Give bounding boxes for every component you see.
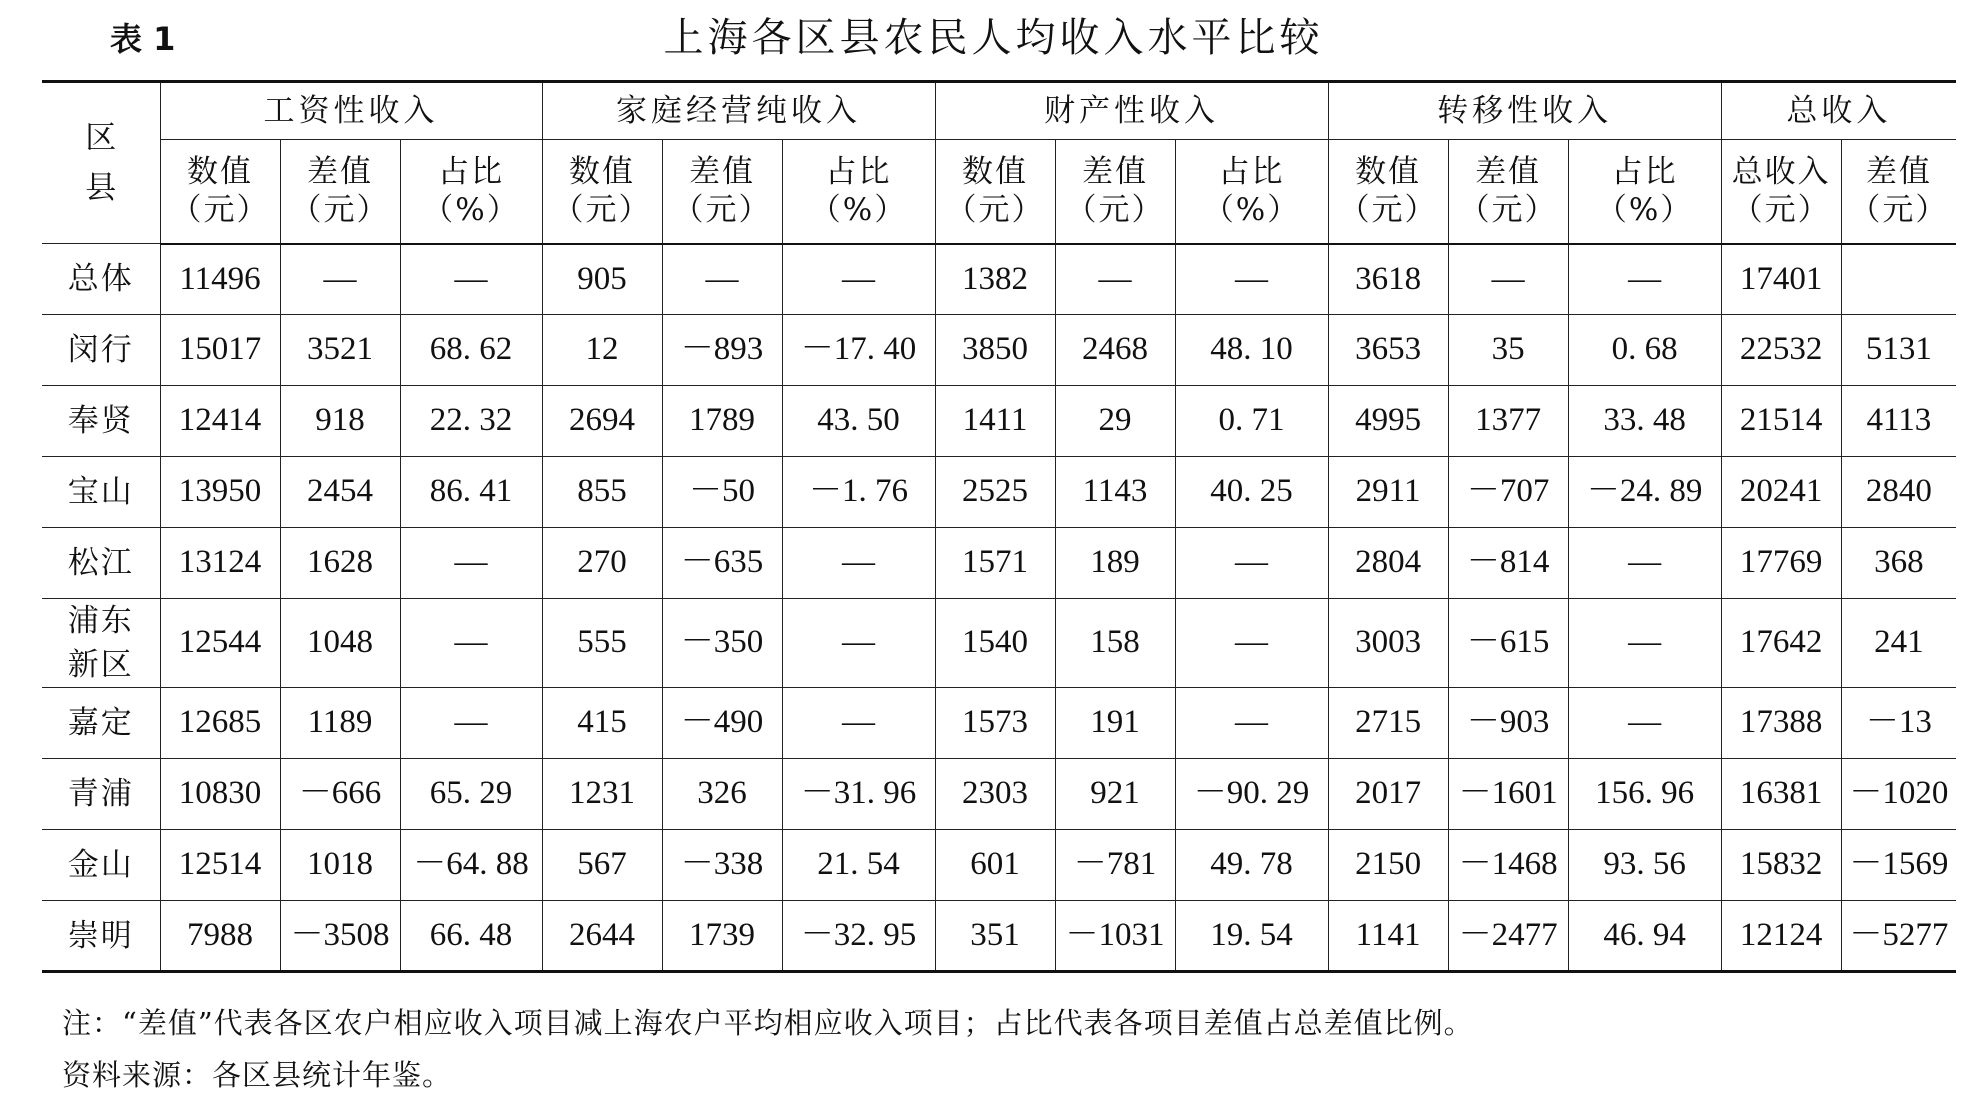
sub-header-cell bbox=[935, 140, 1055, 244]
value-cell: 33. 48 bbox=[1568, 386, 1721, 457]
table-row bbox=[42, 901, 1956, 972]
sub-header-unit: （%） bbox=[1595, 192, 1694, 229]
value-cell: 49. 78 bbox=[1175, 830, 1328, 901]
value-cell: －64. 88 bbox=[400, 830, 542, 901]
value-cell: －1020 bbox=[1841, 759, 1956, 830]
sub-header-cell bbox=[280, 140, 400, 244]
value-cell: 3521 bbox=[280, 315, 400, 386]
region-name: 嘉定 bbox=[67, 705, 134, 741]
value-cell: －90. 29 bbox=[1175, 759, 1328, 830]
value-cell: －2477 bbox=[1448, 901, 1568, 972]
value-cell: 2911 bbox=[1328, 457, 1448, 528]
value-cell: 65. 29 bbox=[400, 759, 542, 830]
sub-header-unit: （元） bbox=[552, 192, 652, 229]
sub-header-unit: （元） bbox=[1065, 192, 1165, 229]
sub-header-label: 差值 bbox=[689, 153, 756, 190]
sub-header-cell bbox=[400, 140, 542, 244]
value-cell: 1382 bbox=[935, 244, 1055, 315]
value-cell: 3003 bbox=[1328, 599, 1448, 688]
value-cell bbox=[1841, 244, 1956, 315]
value-cell: 2804 bbox=[1328, 528, 1448, 599]
value-cell: 2840 bbox=[1841, 457, 1956, 528]
value-cell: 1018 bbox=[280, 830, 400, 901]
value-cell: 415 bbox=[542, 688, 662, 759]
value-cell: — bbox=[400, 528, 542, 599]
value-cell: 20241 bbox=[1721, 457, 1841, 528]
value-cell: 2017 bbox=[1328, 759, 1448, 830]
value-cell: 1377 bbox=[1448, 386, 1568, 457]
sub-header-unit: （元） bbox=[1849, 192, 1949, 229]
value-cell: 40. 25 bbox=[1175, 457, 1328, 528]
value-cell: 241 bbox=[1841, 599, 1956, 688]
value-cell: －338 bbox=[662, 830, 782, 901]
value-cell: — bbox=[1175, 244, 1328, 315]
value-cell: 1540 bbox=[935, 599, 1055, 688]
value-cell: －707 bbox=[1448, 457, 1568, 528]
value-cell: 29 bbox=[1055, 386, 1175, 457]
sub-header-cell bbox=[1328, 140, 1448, 244]
value-cell: 1739 bbox=[662, 901, 782, 972]
value-cell: －1569 bbox=[1841, 830, 1956, 901]
value-cell: 3850 bbox=[935, 315, 1055, 386]
sub-header-unit: （元） bbox=[170, 192, 270, 229]
value-cell: －781 bbox=[1055, 830, 1175, 901]
value-cell: 351 bbox=[935, 901, 1055, 972]
region-name: 总体 bbox=[67, 261, 134, 297]
region-cell bbox=[42, 759, 160, 830]
region-cell bbox=[42, 528, 160, 599]
sub-header-label: 数值 bbox=[569, 153, 636, 190]
value-cell: －32. 95 bbox=[782, 901, 935, 972]
value-cell: 191 bbox=[1055, 688, 1175, 759]
region-name: 新区 bbox=[67, 647, 134, 683]
value-cell: 555 bbox=[542, 599, 662, 688]
value-cell: 156. 96 bbox=[1568, 759, 1721, 830]
sub-header-unit: （元） bbox=[290, 192, 390, 229]
value-cell: －1468 bbox=[1448, 830, 1568, 901]
value-cell: — bbox=[400, 688, 542, 759]
sub-header-unit: （元） bbox=[945, 192, 1045, 229]
value-cell: 918 bbox=[280, 386, 400, 457]
value-cell: 21. 54 bbox=[782, 830, 935, 901]
sub-header-label: 差值 bbox=[1082, 153, 1149, 190]
value-cell: 855 bbox=[542, 457, 662, 528]
sub-header-cell bbox=[1055, 140, 1175, 244]
value-cell: －24. 89 bbox=[1568, 457, 1721, 528]
value-cell: 2715 bbox=[1328, 688, 1448, 759]
value-cell: 86. 41 bbox=[400, 457, 542, 528]
value-cell: — bbox=[1568, 688, 1721, 759]
footnotes bbox=[62, 997, 1942, 1101]
value-cell: 1573 bbox=[935, 688, 1055, 759]
value-cell: 2454 bbox=[280, 457, 400, 528]
table-header bbox=[0, 0, 1987, 80]
table-row bbox=[42, 315, 1956, 386]
value-cell: 1231 bbox=[542, 759, 662, 830]
value-cell: 601 bbox=[935, 830, 1055, 901]
value-cell: 17642 bbox=[1721, 599, 1841, 688]
value-cell: －903 bbox=[1448, 688, 1568, 759]
sub-header-label: 占比 bbox=[438, 153, 505, 190]
region-cell bbox=[42, 457, 160, 528]
sub-header-cell bbox=[542, 140, 662, 244]
value-cell: 2694 bbox=[542, 386, 662, 457]
region-name: 浦东 bbox=[67, 603, 134, 639]
sub-header-cell bbox=[1721, 140, 1841, 244]
value-cell: 2468 bbox=[1055, 315, 1175, 386]
region-name: 金山 bbox=[67, 847, 134, 883]
region-name: 宝山 bbox=[67, 474, 134, 510]
region-cell bbox=[42, 599, 160, 688]
sub-header-unit: （元） bbox=[672, 192, 772, 229]
value-cell: 66. 48 bbox=[400, 901, 542, 972]
value-cell: 7988 bbox=[160, 901, 280, 972]
value-cell: — bbox=[782, 244, 935, 315]
value-cell: 1143 bbox=[1055, 457, 1175, 528]
value-cell: 5131 bbox=[1841, 315, 1956, 386]
table-row bbox=[42, 244, 1956, 315]
region-name: 闵行 bbox=[67, 332, 134, 368]
value-cell: －490 bbox=[662, 688, 782, 759]
value-cell: 1141 bbox=[1328, 901, 1448, 972]
value-cell: 2525 bbox=[935, 457, 1055, 528]
value-cell: 15017 bbox=[160, 315, 280, 386]
sub-header-row bbox=[42, 140, 1956, 244]
table-note: 注：“差值”代表各区农户相应收入项目减上海农户平均相应收入项目；占比代表各项目差值占总差值比例。 bbox=[62, 1006, 1474, 1040]
value-cell: －1031 bbox=[1055, 901, 1175, 972]
sub-header-label: 数值 bbox=[1355, 153, 1422, 190]
value-cell: 17388 bbox=[1721, 688, 1841, 759]
sub-header-cell bbox=[1175, 140, 1328, 244]
value-cell: 368 bbox=[1841, 528, 1956, 599]
value-cell: 905 bbox=[542, 244, 662, 315]
value-cell: 68. 62 bbox=[400, 315, 542, 386]
value-cell: — bbox=[782, 688, 935, 759]
value-cell: 270 bbox=[542, 528, 662, 599]
sub-header-label: 占比 bbox=[1218, 153, 1285, 190]
value-cell: 326 bbox=[662, 759, 782, 830]
value-cell: 4113 bbox=[1841, 386, 1956, 457]
sub-header-cell bbox=[662, 140, 782, 244]
data-source-note: 资料来源：各区县统计年鉴。 bbox=[62, 1058, 453, 1092]
value-cell: — bbox=[1055, 244, 1175, 315]
region-header-line: 区 bbox=[85, 120, 117, 156]
sub-header-unit: （%） bbox=[422, 192, 520, 229]
sub-header-unit: （元） bbox=[1731, 192, 1831, 229]
sub-header-label: 差值 bbox=[307, 153, 373, 190]
value-cell: －350 bbox=[662, 599, 782, 688]
sub-header-unit: （%） bbox=[1202, 192, 1301, 229]
value-cell: 10830 bbox=[160, 759, 280, 830]
value-cell: －5277 bbox=[1841, 901, 1956, 972]
value-cell: －50 bbox=[662, 457, 782, 528]
region-cell bbox=[42, 830, 160, 901]
region-name: 崇明 bbox=[67, 917, 134, 954]
value-cell: 48. 10 bbox=[1175, 315, 1328, 386]
region-cell bbox=[42, 386, 160, 457]
value-cell: — bbox=[1175, 528, 1328, 599]
region-name: 松江 bbox=[67, 545, 134, 581]
value-cell: 17401 bbox=[1721, 244, 1841, 315]
group-header-transfer-income: 转移性收入 bbox=[1328, 82, 1721, 140]
sub-header-cell bbox=[1568, 140, 1721, 244]
table-row bbox=[42, 386, 1956, 457]
value-cell: －893 bbox=[662, 315, 782, 386]
value-cell: 17769 bbox=[1721, 528, 1841, 599]
table-row bbox=[42, 457, 1956, 528]
table-row bbox=[42, 599, 1956, 688]
group-header-total-income: 总收入 bbox=[1721, 82, 1956, 140]
value-cell: — bbox=[1568, 244, 1721, 315]
sub-header-unit: （元） bbox=[1458, 192, 1558, 229]
value-cell: — bbox=[782, 599, 935, 688]
value-cell: 4995 bbox=[1328, 386, 1448, 457]
value-cell: 2303 bbox=[935, 759, 1055, 830]
table-row bbox=[42, 688, 1956, 759]
value-cell: －31. 96 bbox=[782, 759, 935, 830]
sub-header-label: 差值 bbox=[1475, 153, 1542, 190]
sub-header-label: 数值 bbox=[187, 153, 253, 190]
value-cell: — bbox=[1175, 688, 1328, 759]
region-cell bbox=[42, 901, 160, 972]
value-cell: 12544 bbox=[160, 599, 280, 688]
value-cell: －3508 bbox=[280, 901, 400, 972]
value-cell: 15832 bbox=[1721, 830, 1841, 901]
region-header-line: 县 bbox=[85, 170, 117, 206]
value-cell: 16381 bbox=[1721, 759, 1841, 830]
value-cell: 2150 bbox=[1328, 830, 1448, 901]
table-body bbox=[42, 244, 1956, 972]
value-cell: 1789 bbox=[662, 386, 782, 457]
value-cell: 1189 bbox=[280, 688, 400, 759]
value-cell: 0. 71 bbox=[1175, 386, 1328, 457]
value-cell: －635 bbox=[662, 528, 782, 599]
value-cell: 158 bbox=[1055, 599, 1175, 688]
group-header-property-income: 财产性收入 bbox=[935, 82, 1328, 140]
value-cell: — bbox=[1568, 528, 1721, 599]
group-header-household-business-income: 家庭经营纯收入 bbox=[542, 82, 935, 140]
value-cell: 46. 94 bbox=[1568, 901, 1721, 972]
value-cell: 12685 bbox=[160, 688, 280, 759]
region-cell bbox=[42, 315, 160, 386]
group-header-wage-income: 工资性收入 bbox=[160, 82, 542, 140]
value-cell: －17. 40 bbox=[782, 315, 935, 386]
value-cell: －814 bbox=[1448, 528, 1568, 599]
income-comparison-table bbox=[42, 80, 1956, 973]
sub-header-label: 总收入 bbox=[1731, 153, 1831, 190]
group-header-row bbox=[42, 82, 1956, 140]
sub-header-cell bbox=[782, 140, 935, 244]
sub-header-label: 差值 bbox=[1865, 153, 1932, 190]
value-cell: 0. 68 bbox=[1568, 315, 1721, 386]
value-cell: 13124 bbox=[160, 528, 280, 599]
table-title: 上海各区县农民人均收入水平比较 bbox=[663, 15, 1324, 61]
value-cell: 11496 bbox=[160, 244, 280, 315]
value-cell: — bbox=[1175, 599, 1328, 688]
value-cell: — bbox=[782, 528, 935, 599]
value-cell: 3618 bbox=[1328, 244, 1448, 315]
value-cell: — bbox=[662, 244, 782, 315]
value-cell: — bbox=[1568, 599, 1721, 688]
value-cell: 19. 54 bbox=[1175, 901, 1328, 972]
value-cell: — bbox=[1448, 244, 1568, 315]
sub-header-cell bbox=[1841, 140, 1956, 244]
value-cell: 12124 bbox=[1721, 901, 1841, 972]
value-cell: 12414 bbox=[160, 386, 280, 457]
value-cell: －1. 76 bbox=[782, 457, 935, 528]
value-cell: 1048 bbox=[280, 599, 400, 688]
region-name: 奉贤 bbox=[67, 403, 134, 439]
value-cell: 12 bbox=[542, 315, 662, 386]
sub-header-unit: （%） bbox=[809, 192, 908, 229]
value-cell: 13950 bbox=[160, 457, 280, 528]
value-cell: 35 bbox=[1448, 315, 1568, 386]
value-cell: －615 bbox=[1448, 599, 1568, 688]
table-row bbox=[42, 830, 1956, 901]
value-cell: 22. 32 bbox=[400, 386, 542, 457]
value-cell: 93. 56 bbox=[1568, 830, 1721, 901]
region-cell bbox=[42, 688, 160, 759]
value-cell: 21514 bbox=[1721, 386, 1841, 457]
value-cell: 3653 bbox=[1328, 315, 1448, 386]
value-cell: 921 bbox=[1055, 759, 1175, 830]
value-cell: — bbox=[280, 244, 400, 315]
value-cell: 22532 bbox=[1721, 315, 1841, 386]
value-cell: — bbox=[400, 244, 542, 315]
value-cell: 1628 bbox=[280, 528, 400, 599]
table-row bbox=[42, 759, 1956, 830]
table-number-label: 表 1 bbox=[110, 20, 176, 58]
region-cell bbox=[42, 244, 160, 315]
value-cell: 12514 bbox=[160, 830, 280, 901]
value-cell: －666 bbox=[280, 759, 400, 830]
sub-header-unit: （元） bbox=[1338, 192, 1438, 229]
region-column-header bbox=[42, 82, 160, 244]
value-cell: 2644 bbox=[542, 901, 662, 972]
region-name: 青浦 bbox=[67, 776, 134, 812]
table-row bbox=[42, 528, 1956, 599]
value-cell: 1571 bbox=[935, 528, 1055, 599]
value-cell: 189 bbox=[1055, 528, 1175, 599]
sub-header-label: 占比 bbox=[1611, 153, 1678, 190]
sub-header-cell bbox=[160, 140, 280, 244]
value-cell: 567 bbox=[542, 830, 662, 901]
value-cell: －1601 bbox=[1448, 759, 1568, 830]
value-cell: 43. 50 bbox=[782, 386, 935, 457]
value-cell: 1411 bbox=[935, 386, 1055, 457]
sub-header-cell bbox=[1448, 140, 1568, 244]
sub-header-label: 数值 bbox=[962, 153, 1029, 190]
value-cell: — bbox=[400, 599, 542, 688]
sub-header-label: 占比 bbox=[825, 153, 892, 190]
value-cell: －13 bbox=[1841, 688, 1956, 759]
